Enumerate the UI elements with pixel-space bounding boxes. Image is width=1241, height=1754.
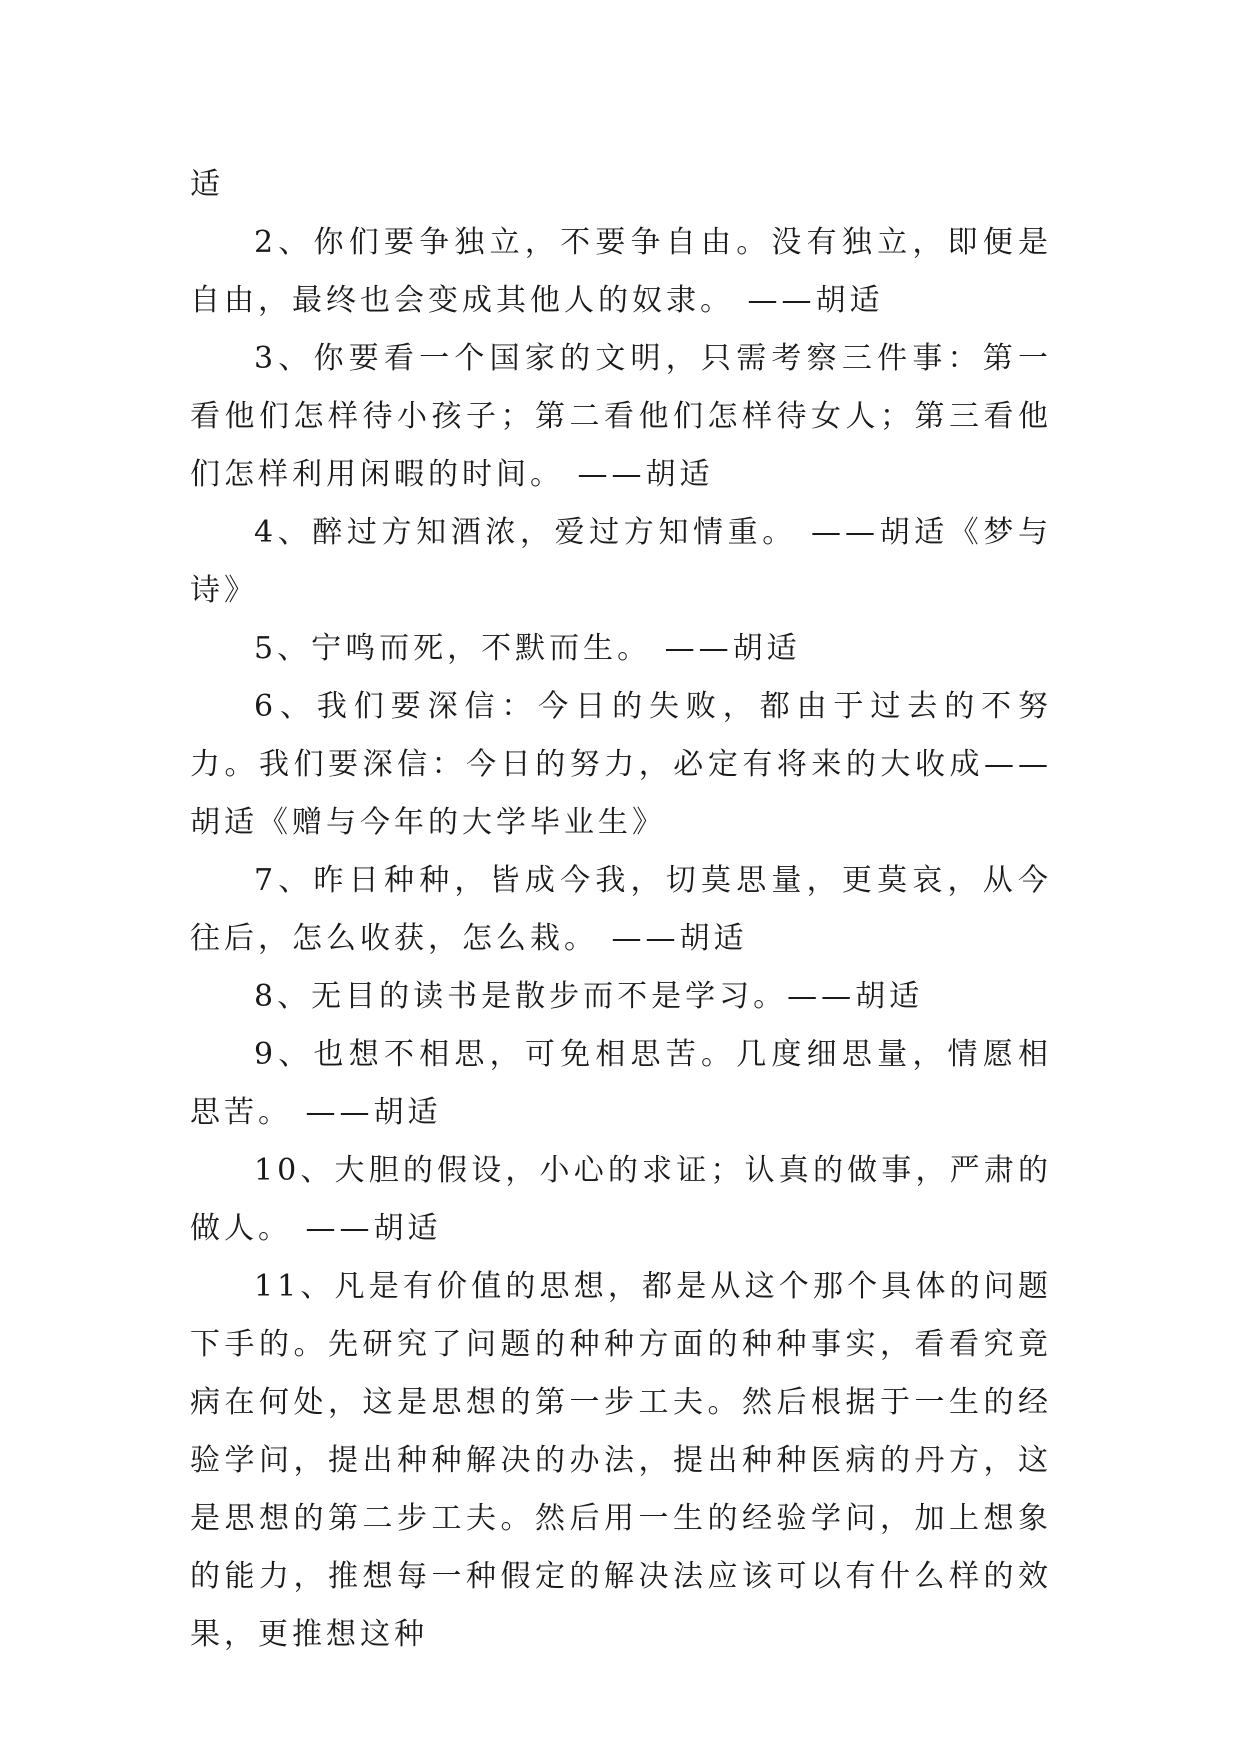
quote-11: 11、凡是有价值的思想，都是从这个那个具体的问题下手的。先研究了问题的种种方面的种种事实，看看究竟病在何处，这是思想的第一步工夫。然后根据于一生的经验学问，提出种种解决的办法，提出种种医病的丹方，这是思想的第二步工夫。然后用一生的经验学问，加上想象的能力，推想每一种假定的解决法应该可以有什么样的效果，更推想这种 (190, 1269, 1052, 1652)
quote-8: 8、无目的读书是散步而不是学习。——胡适 (254, 979, 924, 1014)
document-body (190, 156, 1052, 1664)
quote-5: 5、宁鸣而死，不默而生。 ——胡适 (254, 631, 801, 666)
quote-10: 10、大胆的假设，小心的求证；认真的做事，严肃的做人。 ——胡适 (190, 1153, 1052, 1246)
quote-4: 4、醉过方知酒浓，爱过方知情重。 ——胡适《梦与诗》 (190, 515, 1052, 608)
quote-3: 3、你要看一个国家的文明，只需考察三件事：第一看他们怎样待小孩子；第二看他们怎样待女人；第三看他们怎样利用闲暇的时间。 ——胡适 (190, 341, 1052, 492)
quote-6: 6、我们要深信：今日的失败，都由于过去的不努力。我们要深信：今日的努力，必定有将来的大收成——胡适《赠与今年的大学毕业生》 (190, 689, 1052, 840)
quote-7: 7、昨日种种，皆成今我，切莫思量，更莫哀，从今往后，怎么收获，怎么栽。 ——胡适 (190, 863, 1052, 956)
paragraph-continuation: 适 (190, 167, 224, 202)
quote-9: 9、也想不相思，可免相思苦。几度细思量，情愿相思苦。 ——胡适 (190, 1037, 1052, 1130)
quote-2: 2、你们要争独立，不要争自由。没有独立，即便是自由，最终也会变成其他人的奴隶。 ——胡适 (190, 225, 1052, 318)
